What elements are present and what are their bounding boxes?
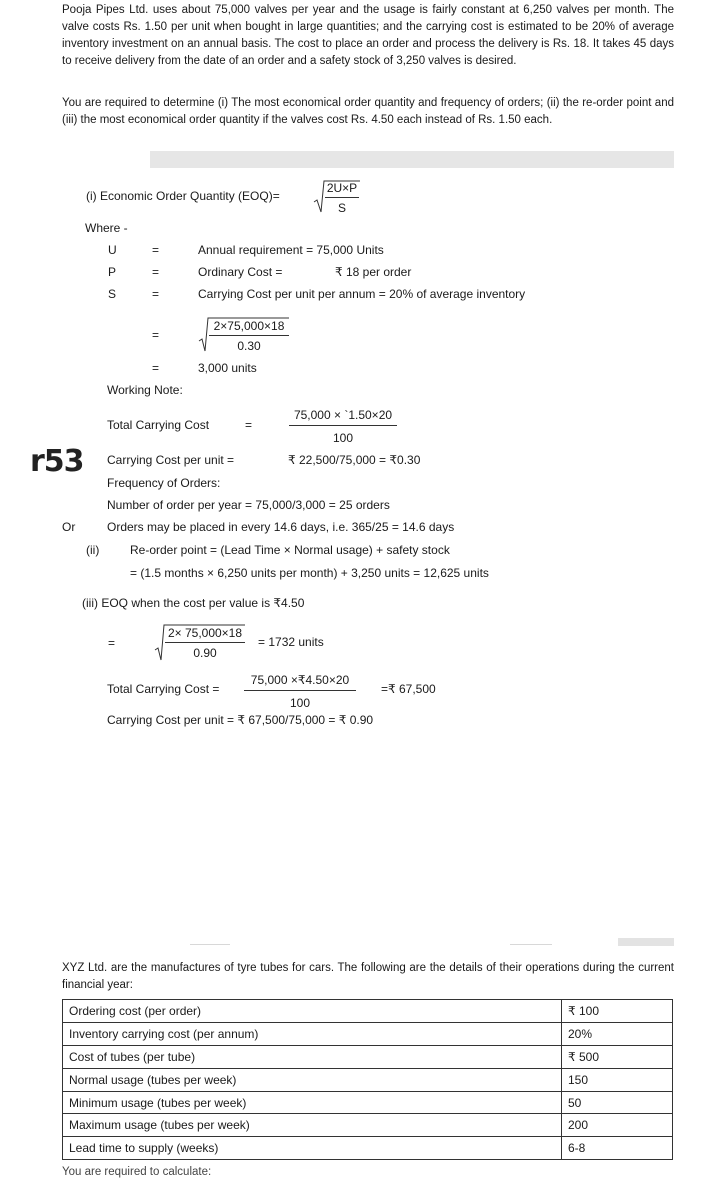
orders-per-year: Number of order per year = 75,000/3,000 = 25 orders <box>107 498 390 512</box>
table-row <box>63 1000 673 1023</box>
orders-days: Orders may be placed in every 14.6 days, i.e. 365/25 = 14.6 days <box>107 520 455 534</box>
row-value: ₹ 500 <box>562 1045 673 1068</box>
table-row <box>63 1022 673 1045</box>
row-label: Lead time to supply (weeks) <box>63 1137 562 1160</box>
table-row <box>63 1091 673 1114</box>
table-row <box>63 1045 673 1068</box>
row-value: 6-8 <box>562 1137 673 1160</box>
tcc2-label: Total Carrying Cost = <box>107 682 220 696</box>
row-label: Minimum usage (tubes per week) <box>63 1091 562 1114</box>
reorder-calculation: = (1.5 months × 6,250 units per month) + 3,250 units = 12,625 units <box>130 566 489 580</box>
row-value: 20% <box>562 1022 673 1045</box>
next-line-partial: You are required to calculate: <box>62 1166 212 1178</box>
step-numerator: 2×75,000×18 <box>209 319 289 336</box>
margin-stamp: r53 <box>30 444 84 479</box>
step-eq: = <box>152 328 160 342</box>
row-label: Inventory carrying cost (per annum) <box>63 1022 562 1045</box>
section-banner-small <box>618 938 674 946</box>
tcc2-denominator: 100 <box>289 696 311 710</box>
problem2-statement: XYZ Ltd. are the manufactures of tyre tubes for cars. The following are the details of their operations during the current financial year: <box>62 962 674 991</box>
var-p-value: ₹ 18 per order <box>335 265 412 279</box>
row-label: Maximum usage (tubes per week) <box>63 1114 562 1137</box>
ccu-label: Carrying Cost per unit = <box>107 453 235 467</box>
iii-numerator: 2× 75,000×18 <box>165 626 245 643</box>
eoq-denominator: S <box>337 201 346 215</box>
row-value: 50 <box>562 1091 673 1114</box>
eoq-revised-result: = 1732 units <box>258 635 324 649</box>
faint-divider-left <box>190 944 230 945</box>
part-ii-label: (ii) <box>86 543 100 557</box>
row-value: 150 <box>562 1068 673 1091</box>
ccu-value: ₹ 22,500/75,000 = ₹0.30 <box>288 453 421 467</box>
var-s-desc: Carrying Cost per unit per annum = 20% of average inventory <box>198 287 526 301</box>
section-banner <box>150 151 674 168</box>
faint-divider-right <box>510 944 552 945</box>
var-s-eq: = <box>152 287 160 301</box>
eoq-label: (i) Economic Order Quantity (EOQ)= <box>86 189 280 203</box>
var-u-symbol: U <box>108 243 117 257</box>
row-label: Cost of tubes (per tube) <box>63 1045 562 1068</box>
var-u-eq: = <box>152 243 160 257</box>
problem-statement: Pooja Pipes Ltd. uses about 75,000 valves per year and the usage is fairly constant at 6,250 valves per month. The valve costs Rs. 1.50 per unit when bought in large quantities; and the carrying cost is estimated to be 20% of average inventory investment on an annual basis. The cost to place an order and process the delivery is Rs. 18. It takes 45 days to receive delivery from the date of an order and a safety stock of 3,250 valves is desired. <box>62 4 674 67</box>
row-label: Ordering cost (per order) <box>63 1000 562 1023</box>
row-value: ₹ 100 <box>562 1000 673 1023</box>
tcc-label: Total Carrying Cost <box>107 418 210 432</box>
iii-denominator: 0.90 <box>193 646 217 660</box>
eoq-revised-formula <box>154 622 246 662</box>
tcc-numerator: 75,000 × `1.50×20 <box>289 408 397 426</box>
details-table <box>62 999 673 1160</box>
row-label: Normal usage (tubes per week) <box>63 1068 562 1091</box>
var-p-symbol: P <box>108 265 117 279</box>
var-u-desc: Annual requirement = 75,000 Units <box>198 243 384 257</box>
tcc2-fraction <box>244 673 356 710</box>
var-p-desc: Ordinary Cost = <box>198 265 283 279</box>
or-label: Or <box>62 520 76 534</box>
table-row <box>63 1137 673 1160</box>
ccu2-line: Carrying Cost per unit = ₹ 67,500/75,000 = ₹ 0.90 <box>107 713 374 727</box>
row-value: 200 <box>562 1114 673 1137</box>
part-iii-label: (iii) EOQ when the cost per value is ₹4.50 <box>82 596 305 610</box>
iii-eq: = <box>108 636 116 650</box>
working-note-label: Working Note: <box>107 383 183 397</box>
frequency-label: Frequency of Orders: <box>107 476 221 490</box>
tcc-denominator: 100 <box>332 431 354 445</box>
eoq-substituted <box>198 315 290 353</box>
eoq-numerator: 2U×P <box>325 181 359 198</box>
problem-task: You are required to determine (i) The most economical order quantity and frequency of orders; (ii) the re-order point and (iii) the most economical order quantity if the valves cost Rs. 4.50 each instead of Rs. 1.50 each. <box>62 97 674 126</box>
tcc2-numerator: 75,000 ×₹4.50×20 <box>244 673 356 691</box>
step-denominator: 0.30 <box>237 339 261 353</box>
var-s-symbol: S <box>108 287 117 301</box>
table-row <box>63 1068 673 1091</box>
tcc-eq: = <box>245 418 253 432</box>
reorder-formula: Re-order point = (Lead Time × Normal usage) + safety stock <box>130 543 450 557</box>
eoq-formula <box>313 178 361 214</box>
eoq-result: 3,000 units <box>198 361 257 375</box>
tcc2-result: =₹ 67,500 <box>381 682 436 696</box>
where-label: Where - <box>85 221 128 235</box>
var-p-eq: = <box>152 265 160 279</box>
result-eq: = <box>152 361 160 375</box>
tcc-fraction <box>289 408 397 445</box>
table-row <box>63 1114 673 1137</box>
